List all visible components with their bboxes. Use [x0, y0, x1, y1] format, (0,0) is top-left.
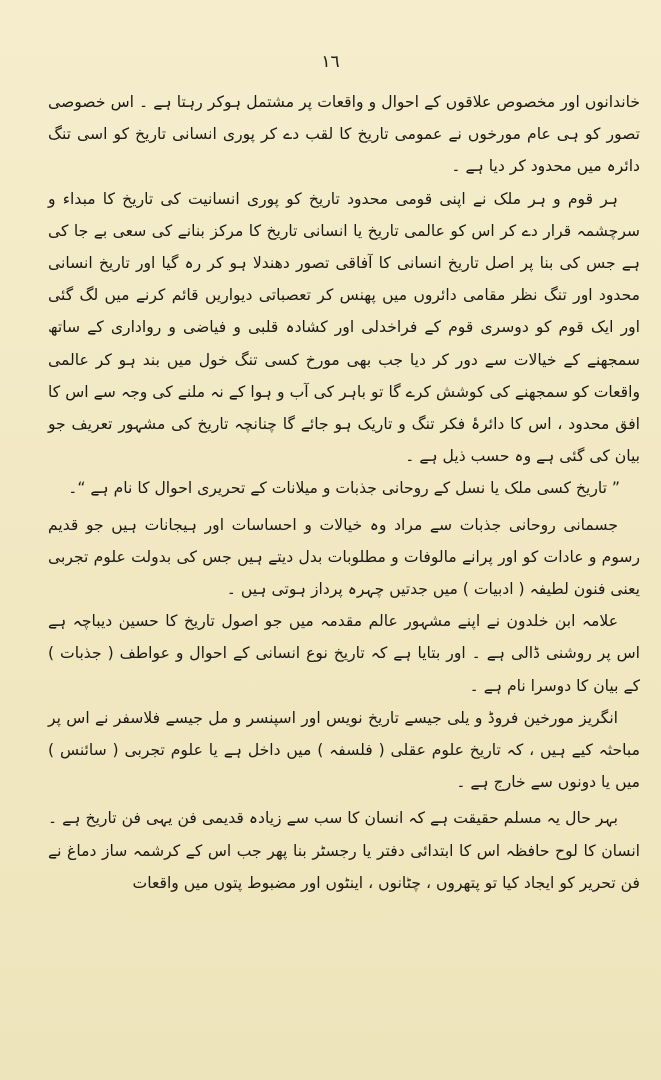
page-body-text — [48, 86, 640, 1076]
paragraph-2: ہر قوم و ہر ملک نے اپنی قومی محدود تاریخ کو پوری انسانیت کی تاریخ کا مبداء و سرچشمہ قرار دے کر اس کو عالمی تاریخ یا انسانی تاریخ کا مرکز بنانے کی سعی بے جا کی ہے جس کی بنا پر اصل تاریخ انسانی کا آفاقی تصور دھندلا ہو کر رہ گیا اور تاریخ انسانی محدود اور تنگ نظر مقامی دائروں میں پھنس کر تعصباتی دیواریں قائم کرنے میں لگ گئی اور ایک قوم کو دوسری قوم کے فراخدلی اور کشادہ قلبی و فیاضی و رواداری کے ساتھ سمجھنے کے خیالات سے دور کر دیا جب بھی مورخ کسی تنگ خول میں بند ہو کر عالمی واقعات کو سمجھنے کی کوشش کرے گا تو باہر کی آب و ہوا کے نہ ملنے کی وجہ سے اس کا افق محدود ، اس کا دائرۂ فکر تنگ و تاریک ہو جائے گا چنانچہ تاریخ کی مشہور تعریف جو بیان کی گئی ہے وہ حسب ذیل ہے ۔ — [48, 189, 640, 466]
paragraph-1: خاندانوں اور مخصوص علاقوں کے احوال و واقعات پر مشتمل ہوکر رہتا ہے ۔ اس خصوصی تصور کو ہی عام مورخوں نے عمومی تاریخ کا لقب دے کر پوری انسانی تاریخ کو اسی تنگ دائرہ میں محدود کر دیا ہے ۔ — [48, 93, 640, 176]
page-number: ١٦ — [321, 52, 340, 72]
paragraph-5: انگریز مورخین فروڈ و یلی جیسے تاریخ نویس اور اسپنسر و مل جیسے فلاسفر نے اس پر مباحثہ کیے ہیں ، کہ تاریخ علوم عقلی ( فلسفہ ) میں داخل ہے یا علوم تجربی ( سائنس ) میں یا دونوں سے خارج ہے ۔ — [48, 708, 640, 792]
paragraph-3: جسمانی روحانی جذبات سے مراد وہ خیالات و احساسات اور ہیجانات ہیں جو قدیم رسوم و عادات کو اور پرانے مالوفات و مطلوبات بدل دیتے ہیں جس کی بدولت علوم تجربی یعنی فنون لطیفہ ( ادبیات ) میں جدتیں چہرہ پرداز ہوتی ہیں ۔ — [48, 515, 640, 599]
paragraph-4: علامہ ابن خلدون نے اپنے مشہور عالم مقدمہ میں جو اصول تاریخ کا حسین دیباچہ ہے اس پر روشنی ڈالی ہے ۔ اور بتایا ہے کہ تاریخ نوع انسانی کے احوال و عواطف ( جذبات ) کے بیان کا دوسرا نام ہے ۔ — [48, 612, 640, 695]
quotation-definition: ” تاریخ کسی ملک یا نسل کے روحانی جذبات و میلانات کے تحریری احوال کا نام ہے “۔ — [68, 479, 620, 498]
paragraph-6: بہر حال یہ مسلم حقیقت ہے کہ انسان کا سب سے زیادہ قدیمی فن یہی فن تاریخ ہے ۔ انسان کا لوح حافظہ اس کا ابتدائی دفتر یا رجسٹر بنا پھر جب اس کے کرشمہ ساز دماغ نے فن تحریر کو ایجاد کیا تو پتھروں ، چٹانوں ، اینٹوں اور مضبوط پتوں میں واقعات — [48, 809, 640, 892]
